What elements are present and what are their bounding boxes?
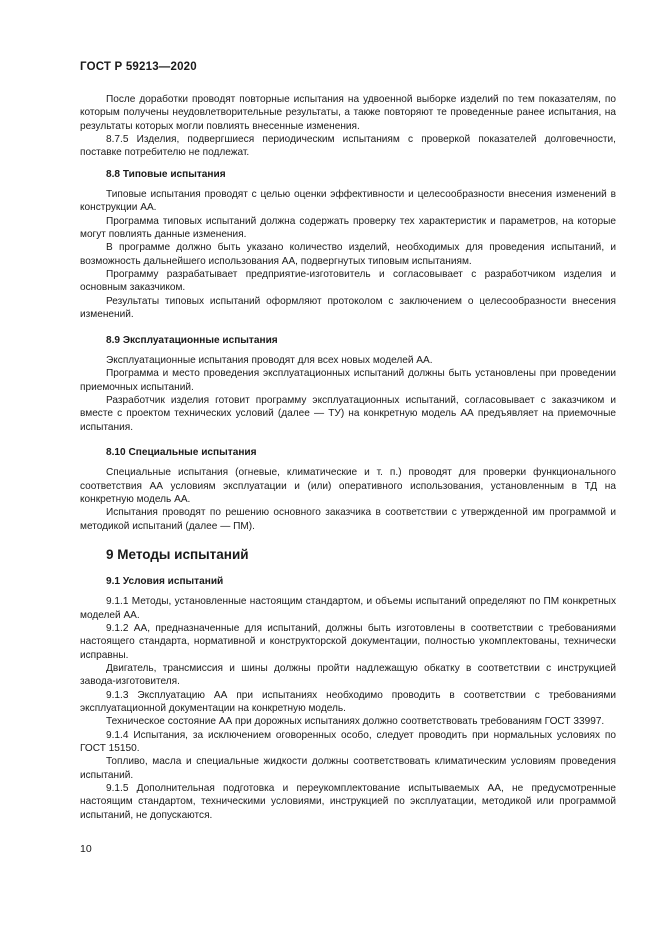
paragraph: Испытания проводят по решению основного заказчика в соответствии с утвержденной им программой и методикой испытаний (далее — ПМ). xyxy=(80,507,616,532)
paragraph: 9.1.2 АА, предназначенные для испытаний, должны быть изготовлены в соответствии с требованиями настоящего стандарта, нормативной и конструкторской документации, полностью укомплектованы, технически исправны. xyxy=(80,623,616,661)
paragraph: Двигатель, трансмиссия и шины должны пройти надлежащую обкатку в соответствии с инструкцией завода-изготовителя. xyxy=(80,663,616,688)
page-number: 10 xyxy=(80,843,92,855)
paragraph: Эксплуатационные испытания проводят для всех новых моделей АА. xyxy=(106,354,433,366)
section-heading-9-1: 9.1 Условия испытаний xyxy=(106,575,224,587)
document-header: ГОСТ Р 59213—2020 xyxy=(80,61,197,73)
section-heading-8-9: 8.9 Эксплуатационные испытания xyxy=(106,334,278,346)
paragraph: Типовые испытания проводят с целью оценки эффективности и целесообразности внесения изменений в конструкции АА. xyxy=(80,189,616,214)
section-heading-8-10: 8.10 Специальные испытания xyxy=(106,446,257,458)
paragraph: Результаты типовых испытаний оформляют протоколом с заключением о целесообразности внесения изменений. xyxy=(80,295,616,321)
paragraph: 9.1.4 Испытания, за исключением оговоренных особо, следует проводить при нормальных условиях по ГОСТ 15150. xyxy=(80,729,616,755)
paragraph: 9.1.1 Методы, установленные настоящим стандартом, и объемы испытаний определяют по ПМ конкретных моделей АА. xyxy=(80,596,616,621)
paragraph: В программе должно быть указано количество изделий, необходимых для проведения испытаний, и возможность дальнейшего использования АА, подвергнутых типовым испытаниям. xyxy=(80,242,616,267)
chapter-heading-9: 9 Методы испытаний xyxy=(106,546,249,562)
paragraph: Техническое состояние АА при дорожных испытаниях должно соответствовать требованиям ГОСТ 33997. xyxy=(106,716,605,728)
paragraph: Специальные испытания (огневые, климатические и т. п.) проводят для проверки функционального соответствия АА условиям эксплуатации и (или) оперативного использования, установленным в ТД на конкретную модель АА. xyxy=(80,467,616,505)
paragraph: 9.1.5 Дополнительная подготовка и переукомплектование испытываемых АА, не предусмотренные настоящим стандартом, техническими условиями, инструкцией по эксплуатации, методикой или программой испытаний, не допускаются. xyxy=(80,783,616,821)
document-body xyxy=(80,93,616,822)
paragraph: Программа типовых испытаний должна содержать проверку тех характеристик и параметров, на которые могут повлиять данные изменения. xyxy=(80,215,616,241)
paragraph: Программу разрабатывает предприятие-изготовитель и согласовывает с разработчиком изделия и основным заказчиком. xyxy=(80,269,616,294)
paragraph: 9.1.3 Эксплуатацию АА при испытаниях необходимо проводить в соответствии с требованиями эксплуатационной документации на конкретную модель. xyxy=(80,689,616,715)
paragraph: Топливо, масла и специальные жидкости должны соответствовать климатическим условиям проведения испытаний. xyxy=(80,756,616,781)
paragraph: Разработчик изделия готовит программу эксплуатационных испытаний, согласовывает с заказчиком и вместе с проектом технических условий (далее — ТУ) на конкретную модель АА предъявляет на приемочные испытания. xyxy=(80,394,616,433)
paragraph: Программа и место проведения эксплуатационных испытаний должны быть установлены при проведении приемочных испытаний. xyxy=(80,368,616,393)
paragraph: 8.7.5 Изделия, подвергшиеся периодическим испытаниям с проверкой показателей долговечности, поставке потребителю не подлежат. xyxy=(80,134,616,159)
section-heading-8-8: 8.8 Типовые испытания xyxy=(106,168,226,180)
paragraph: После доработки проводят повторные испытания на удвоенной выборке изделий по тем показателям, по которым получены неудовлетворительные результаты, а также повторяют те проведенные ранее испытания, на результаты которых могли повлиять внесенные изменения. xyxy=(80,94,616,132)
